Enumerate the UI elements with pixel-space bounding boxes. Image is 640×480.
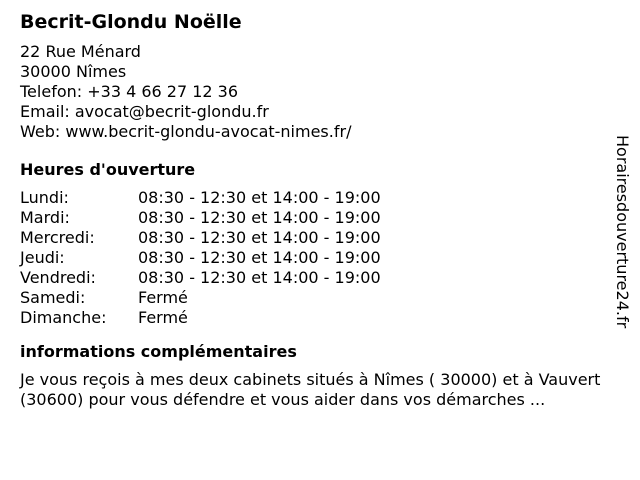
day-hours: 08:30 - 12:30 et 14:00 - 19:00 [138, 268, 381, 287]
business-name: Becrit-Glondu Noëlle [20, 11, 242, 33]
day-label: Dimanche: [20, 308, 107, 327]
business-card [20, 10, 620, 410]
phone-line: Telefon: +33 4 66 27 12 36 [20, 82, 239, 101]
info-title: informations complémentaires [20, 342, 297, 361]
day-label: Lundi: [20, 188, 69, 207]
day-label: Mardi: [20, 208, 70, 227]
city-address: 30000 Nîmes [20, 62, 127, 81]
day-label: Mercredi: [20, 228, 95, 247]
hours-table [20, 188, 620, 328]
hours-row-sunday [20, 308, 620, 328]
hours-row-friday [20, 268, 620, 288]
email-line: Email: avocat@becrit-glondu.fr [20, 102, 269, 121]
day-hours: Fermé [138, 308, 188, 327]
day-hours: 08:30 - 12:30 et 14:00 - 19:00 [138, 248, 381, 267]
address-block [20, 42, 620, 142]
day-label: Vendredi: [20, 268, 96, 287]
day-label: Samedi: [20, 288, 86, 307]
street-address: 22 Rue Ménard [20, 42, 141, 61]
day-hours: 08:30 - 12:30 et 14:00 - 19:00 [138, 208, 381, 227]
day-hours: 08:30 - 12:30 et 14:00 - 19:00 [138, 228, 381, 247]
hours-row-monday [20, 188, 620, 208]
day-hours: 08:30 - 12:30 et 14:00 - 19:00 [138, 188, 381, 207]
web-line: Web: www.becrit-glondu-avocat-nimes.fr/ [20, 122, 352, 141]
day-label: Jeudi: [20, 248, 65, 267]
hours-title: Heures d'ouverture [20, 160, 196, 179]
hours-row-wednesday [20, 228, 620, 248]
info-text: Je vous reçois à mes deux cabinets situés à Nîmes ( 30000) et à Vauvert (30600) pour vous défendre et vous aider dans vos démarches ... [20, 370, 601, 409]
day-hours: Fermé [138, 288, 188, 307]
hours-row-tuesday [20, 208, 620, 228]
hours-row-thursday [20, 248, 620, 268]
brand-watermark: Horairesdouverture24.fr [613, 135, 632, 329]
hours-row-saturday [20, 288, 620, 308]
